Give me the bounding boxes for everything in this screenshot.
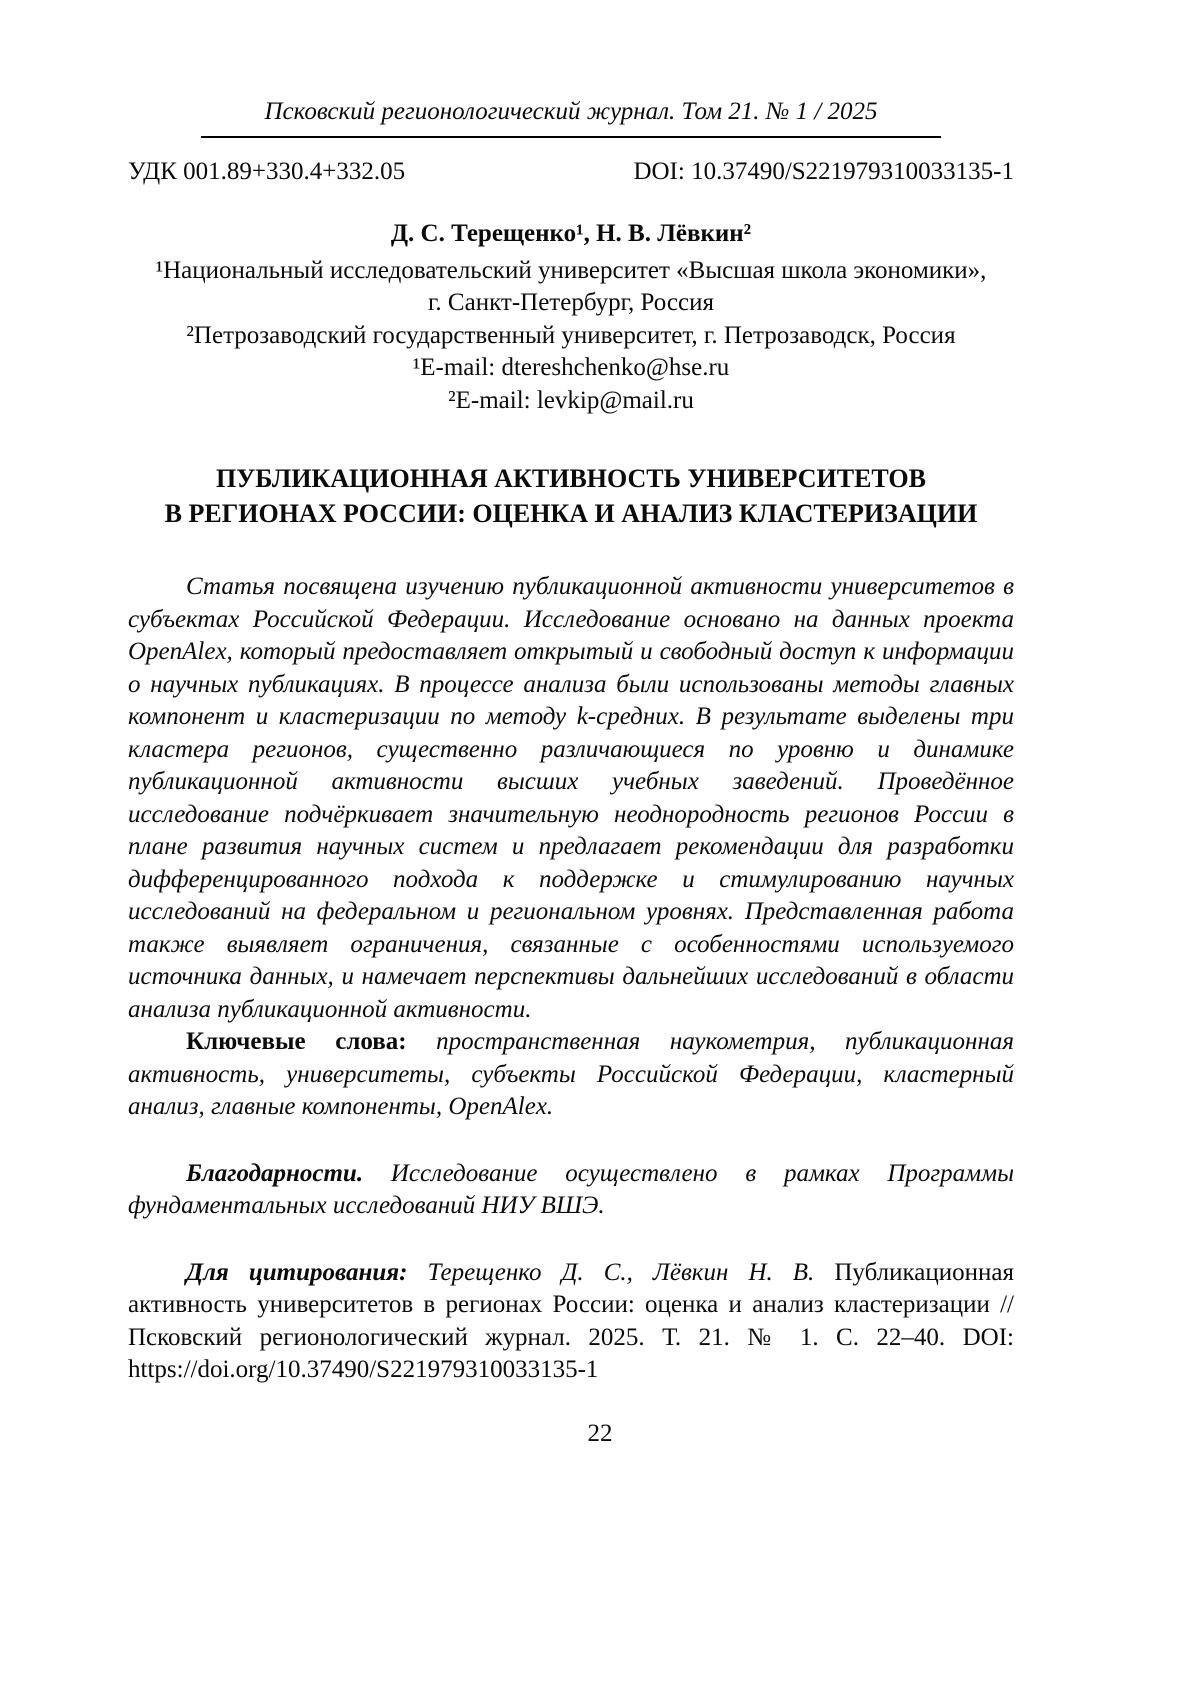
acknowledgements-text: Исследование осуществлено в рамках Программы фундаментальных исследований НИУ ВШЭ. — [128, 1159, 1014, 1220]
affiliations-block — [128, 255, 1014, 418]
running-head: Псковский регионологический журнал. Том 21. № 1 / 2025 — [264, 98, 878, 125]
meta-row — [128, 156, 1014, 189]
affiliation-line-1: ¹Национальный исследовательский университет «Высшая школа экономики», — [155, 256, 987, 284]
keywords-text: пространственная наукометрия, публикационная активность, университеты, субъекты Российской Федерации, кластерный анализ, главные компоненты, OpenAlex. — [128, 1028, 1014, 1121]
citation-authors: Терещенко Д. С., Лёвкин Н. В. — [427, 1258, 815, 1286]
keywords-label: Ключевые слова: — [186, 1028, 407, 1056]
email-line-2: ²E-mail: levkip@mail.ru — [448, 386, 694, 414]
article-title: ПУБЛИКАЦИОННАЯ АКТИВНОСТЬ УНИВЕРСИТЕТОВ В РЕГИОНАХ РОССИИ: ОЦЕНКА И АНАЛИЗ КЛАСТЕРИЗАЦИИ — [164, 464, 978, 529]
affiliation-line-2: г. Санкт-Петербург, Россия — [428, 289, 714, 316]
citation-paragraph — [128, 1257, 1014, 1387]
page-number: 22 — [587, 1420, 613, 1447]
header-rule — [201, 136, 941, 138]
email-line-1: ¹E-mail: dtereshchenko@hse.ru — [412, 354, 730, 381]
doi-code: DOI: 10.37490/S221979310033135-1 — [633, 157, 1014, 185]
keywords-paragraph — [128, 1026, 1014, 1124]
abstract-paragraph: Статья посвящена изучению публикационной активности университетов в субъектах Российской Федерации. Исследование основано на данных проекта OpenAlex, который предоставляет открытый и свободный доступ к информации о научных публикациях. В процессе анализа были использованы методы главных компонент и кластеризации по методу k-средних. В результате выделены три кластера регионов, существенно различающиеся по уровню и динамике публикационной активности высших учебных заведений. Проведённое исследование подчёркивает значительную неоднородность регионов России в плане развития научных систем и предлагает рекомендации для разработки дифференцированного подхода к поддержке и стимулированию научных исследований на федеральном и региональном уровнях. Представленная работа также выявляет ограничения, связанные с особенностями используемого источника данных, и намечает перспективы дальнейших исследований в области анализа публикационной активности. — [128, 573, 1014, 1023]
acknowledgements-label: Благодарности. — [186, 1159, 364, 1187]
authors-line: Д. С. Терещенко¹, Н. В. Лёвкин² — [390, 220, 752, 247]
affiliation-line-3: ²Петрозаводский государственный университет, г. Петрозаводск, Россия — [186, 321, 956, 349]
acknowledgements-paragraph — [128, 1158, 1014, 1223]
udc-code: УДК 001.89+330.4+332.05 — [128, 157, 406, 185]
citation-text: Публикационная активность университетов в регионах России: оценка и анализ кластеризации // Псковский регионологический журнал. 2025. Т. 21. № 1. С. 22–40. DOI: https://doi.org/10.37490/S221979310033135-1 — [128, 1258, 1015, 1384]
citation-label: Для цитирования: — [186, 1258, 408, 1286]
